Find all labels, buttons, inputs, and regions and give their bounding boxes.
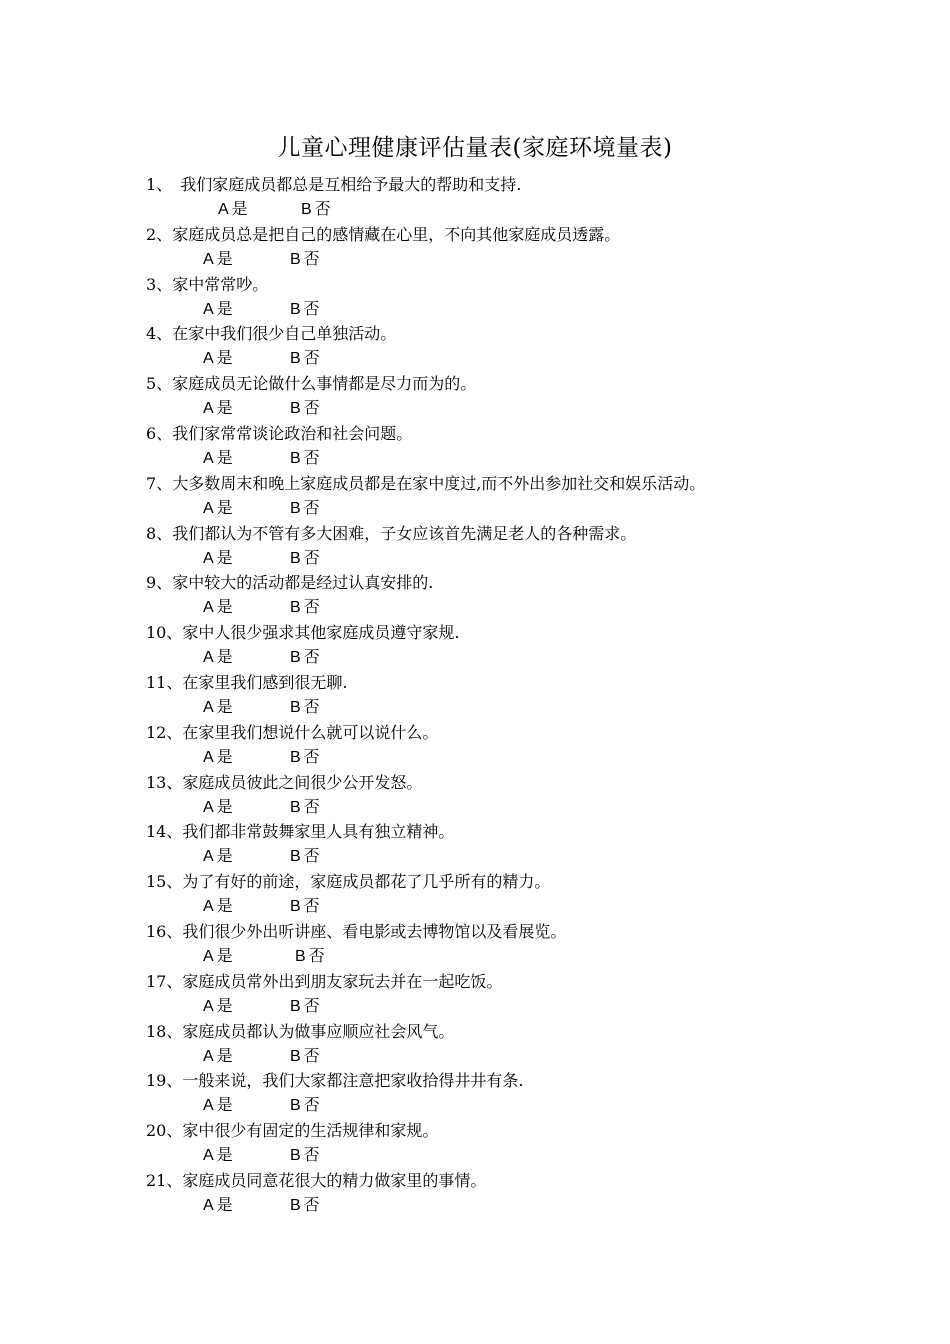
option-b-label: 否 [303,995,320,1015]
option-a-label: 是 [216,348,233,368]
option-a-yes[interactable] [203,446,233,470]
question-separator: 、 [166,623,183,643]
option-a-yes[interactable] [203,944,233,968]
question-text: 在家里我们想说什么就可以说什么。 [182,722,439,742]
option-a-label: 是 [216,248,233,268]
question-text: 大多数周末和晚上家庭成员都是在家中度过,而不外出参加社交和娱乐活动。 [172,473,706,493]
question-item [0,869,950,919]
question-separator: 、 [156,573,173,593]
option-a-yes[interactable] [203,1044,233,1068]
question-separator: 、 [166,921,183,941]
option-b-label: 否 [303,746,320,766]
document-title: 儿童心理健康评估量表(家庭环境量表) [277,135,673,161]
option-b-no[interactable] [290,844,320,868]
question-number: 8 [146,523,157,543]
option-b-letter: B [290,748,301,766]
option-a-label: 是 [216,995,233,1015]
question-item [0,421,950,471]
option-b-no[interactable] [290,745,320,769]
option-b-letter: B [290,1147,301,1165]
question-text: 我们都非常鼓舞家里人具有独立精神。 [182,822,455,842]
option-a-yes[interactable] [203,1143,233,1167]
option-a-yes[interactable] [203,396,233,420]
option-b-label: 否 [303,497,320,517]
option-b-label: 否 [303,547,320,567]
question-number: 16 [146,921,167,941]
question-item [0,670,950,720]
question-number: 3 [146,274,157,294]
question-line [146,770,422,796]
question-number: 12 [146,722,167,742]
question-number: 10 [146,623,167,643]
question-separator: 、 [156,224,173,244]
question-text: 家中常常吵。 [172,274,269,294]
option-b-no[interactable] [290,1093,320,1117]
question-text: 家庭成员同意花很大的精力做家里的事情。 [182,1170,487,1190]
question-line [146,1118,438,1144]
option-b-label: 否 [308,945,325,965]
option-b-letter: B [290,848,301,866]
option-a-yes[interactable] [203,346,233,370]
question-separator: 、 [166,672,183,692]
option-a-letter: A [203,350,214,368]
question-text: 家庭成员无论做什么事情都是尽力而为的。 [172,374,477,394]
question-number: 21 [146,1170,167,1190]
question-line [146,1019,454,1045]
option-a-yes[interactable] [203,645,233,669]
option-b-letter: B [290,1047,301,1065]
question-text: 家庭成员彼此之间很少公开发怒。 [182,772,423,792]
question-line [146,819,454,845]
option-a-label: 是 [216,945,233,965]
option-b-label: 否 [303,597,320,617]
question-separator: 、 [156,274,173,294]
option-a-letter: A [203,1047,214,1065]
question-item [0,770,950,820]
option-b-letter: B [290,549,301,567]
option-b-letter: B [290,649,301,667]
question-text: 在家里我们感到很无聊. [182,672,348,692]
option-a-label: 是 [216,298,233,318]
option-b-label: 否 [303,896,320,916]
option-a-letter: A [203,649,214,667]
option-a-label: 是 [216,1194,233,1214]
question-number: 6 [146,423,157,443]
question-item [0,272,950,322]
option-b-label: 否 [303,1145,320,1165]
question-line [146,1068,523,1094]
question-item [0,1068,950,1118]
option-b-label: 否 [314,199,331,218]
question-item [0,1118,950,1168]
question-text: 家庭成员都认为做事应顺应社会风气。 [182,1021,455,1041]
question-line [146,321,396,347]
question-text: 在家中我们很少自己单独活动。 [172,324,397,344]
option-a-yes[interactable] [203,795,233,819]
option-b-letter: B [290,499,301,517]
question-text: 我们都认为不管有多大困难，子女应该首先满足老人的各种需求。 [172,523,637,543]
question-line [146,172,521,198]
option-b-letter: B [290,1196,301,1214]
option-b-letter: B [290,997,301,1015]
option-a-yes[interactable] [203,297,233,321]
option-b-label: 否 [303,398,320,418]
option-b-letter: B [290,599,301,617]
option-a-yes[interactable] [203,496,233,520]
question-separator: 、 [166,872,183,892]
option-a-yes[interactable] [203,595,233,619]
question-text: 为了有好的前途，家庭成员都花了几乎所有的精力。 [182,872,551,892]
question-item [0,471,950,521]
option-b-no[interactable] [290,496,320,520]
option-a-letter: A [203,1196,214,1214]
option-b-label: 否 [303,447,320,467]
question-number: 5 [146,374,157,394]
option-a-yes[interactable] [203,1093,233,1117]
question-item [0,620,950,670]
question-item [0,521,950,571]
option-b-letter: B [290,350,301,368]
question-text: 家中人很少强求其他家庭成员遵守家规. [182,623,460,643]
option-b-letter: B [295,947,306,965]
option-b-letter: B [290,898,301,916]
option-a-label: 是 [231,199,248,218]
question-separator: 、 [166,1170,183,1190]
option-b-letter: B [290,300,301,318]
question-separator: 、 [166,971,183,991]
question-item [0,969,950,1019]
question-number: 18 [146,1021,167,1041]
option-b-label: 否 [303,796,320,816]
option-b-no[interactable] [301,197,331,221]
question-separator: 、 [166,822,183,842]
option-b-label: 否 [303,298,320,318]
option-b-label: 否 [303,348,320,368]
question-item [0,1168,950,1218]
option-b-label: 否 [303,1045,320,1065]
option-b-label: 否 [303,846,320,866]
option-a-label: 是 [216,597,233,617]
option-a-letter: A [203,997,214,1015]
question-item [0,222,950,272]
option-b-letter: B [290,250,301,268]
option-b-no[interactable] [290,1143,320,1167]
option-b-no[interactable] [290,1193,320,1217]
question-separator: 、 [166,1121,183,1141]
question-text: 我们家常常谈论政治和社会问题。 [172,423,413,443]
option-b-label: 否 [303,647,320,667]
question-text: 一般来说，我们大家都注意把家收拾得井井有条. [182,1071,524,1091]
question-separator: 、 [156,423,173,443]
option-a-letter: A [203,698,214,716]
question-number: 9 [146,573,157,593]
option-a-yes[interactable] [203,1193,233,1217]
question-item [0,371,950,421]
option-b-no[interactable] [290,695,320,719]
question-line [146,371,476,397]
option-a-label: 是 [216,1045,233,1065]
option-b-no[interactable] [290,795,320,819]
option-a-label: 是 [216,1145,233,1165]
option-b-no[interactable] [290,297,320,321]
question-number: 19 [146,1071,167,1091]
question-number: 7 [146,473,157,493]
question-number: 15 [146,872,167,892]
option-a-letter: A [203,1147,214,1165]
option-b-label: 否 [303,1194,320,1214]
option-a-label: 是 [216,846,233,866]
question-text: 我们家庭成员都总是互相给予最大的帮助和支持. [180,175,522,194]
question-separator: 、 [166,722,183,742]
question-text: 家庭成员常外出到朋友家玩去并在一起吃饭。 [182,971,503,991]
option-b-letter: B [290,449,301,467]
question-item [0,1019,950,1069]
option-a-letter: A [218,201,229,218]
question-line [146,471,705,497]
question-list [0,172,950,1218]
option-a-label: 是 [216,1095,233,1115]
question-item [0,819,950,869]
question-separator: 、 [166,1021,183,1041]
question-number: 17 [146,971,167,991]
option-a-yes[interactable] [203,546,233,570]
option-a-label: 是 [216,647,233,667]
option-a-letter: A [203,449,214,467]
option-a-letter: A [203,748,214,766]
question-number: 11 [146,672,167,692]
option-b-label: 否 [303,248,320,268]
option-b-letter: B [290,400,301,418]
option-a-letter: A [203,499,214,517]
question-line [146,222,620,248]
option-b-no[interactable] [290,396,320,420]
option-a-letter: A [203,1097,214,1115]
option-a-label: 是 [216,896,233,916]
option-a-letter: A [203,549,214,567]
question-line [146,272,268,298]
question-item [0,720,950,770]
question-number: 1 [146,175,157,194]
question-line [146,670,347,696]
question-line [146,919,566,945]
option-a-yes[interactable] [203,695,233,719]
question-separator: 、 [156,473,173,493]
option-a-label: 是 [216,746,233,766]
option-a-yes[interactable] [203,894,233,918]
option-a-label: 是 [216,796,233,816]
option-b-no[interactable] [290,1044,320,1068]
question-item [0,321,950,371]
option-b-no[interactable] [290,894,320,918]
option-b-letter: B [290,798,301,816]
option-a-yes[interactable] [203,247,233,271]
question-separator: 、 [156,374,173,394]
option-a-letter: A [203,250,214,268]
option-b-no[interactable] [290,994,320,1018]
question-item [0,570,950,620]
option-a-label: 是 [216,547,233,567]
option-a-yes[interactable] [203,994,233,1018]
option-a-yes[interactable] [218,197,248,221]
option-a-letter: A [203,798,214,816]
option-b-no[interactable] [290,446,320,470]
question-number: 4 [146,324,157,344]
option-b-no[interactable] [290,595,320,619]
option-b-letter: B [290,698,301,716]
option-a-letter: A [203,599,214,617]
option-a-letter: A [203,848,214,866]
option-b-no[interactable] [290,546,320,570]
question-separator: 、 [156,523,173,543]
option-a-label: 是 [216,696,233,716]
option-b-no[interactable] [290,247,320,271]
option-b-letter: B [290,1097,301,1115]
question-number: 13 [146,772,167,792]
question-line [146,521,636,547]
option-b-no[interactable] [290,346,320,370]
option-b-no[interactable] [290,645,320,669]
question-number: 14 [146,822,167,842]
option-a-label: 是 [216,447,233,467]
option-a-letter: A [203,300,214,318]
question-number: 2 [146,224,157,244]
question-separator: 、 [156,324,173,344]
question-line [146,869,550,895]
question-line [146,421,412,447]
option-b-label: 否 [303,696,320,716]
option-a-letter: A [203,947,214,965]
question-line [146,969,502,995]
option-a-yes[interactable] [203,844,233,868]
question-item [0,919,950,969]
question-line [146,720,438,746]
question-text: 我们很少外出听讲座、看电影或去博物馆以及看展览。 [182,921,567,941]
question-text: 家中很少有固定的生活规律和家规。 [182,1121,439,1141]
question-number: 20 [146,1121,167,1141]
option-b-letter: B [301,201,312,218]
question-line [146,1168,486,1194]
question-text: 家中较大的活动都是经过认真安排的. [172,573,434,593]
question-text: 家庭成员总是把自己的感情藏在心里，不向其他家庭成员透露。 [172,224,621,244]
option-a-letter: A [203,400,214,418]
question-line [146,620,459,646]
question-separator: 、 [166,772,183,792]
question-separator: 、 [156,175,173,194]
option-a-yes[interactable] [203,745,233,769]
option-b-label: 否 [303,1095,320,1115]
question-item [0,172,950,222]
question-separator: 、 [166,1071,183,1091]
option-a-label: 是 [216,497,233,517]
question-line [146,570,433,596]
option-a-label: 是 [216,398,233,418]
option-a-letter: A [203,898,214,916]
option-b-no[interactable] [295,944,325,968]
